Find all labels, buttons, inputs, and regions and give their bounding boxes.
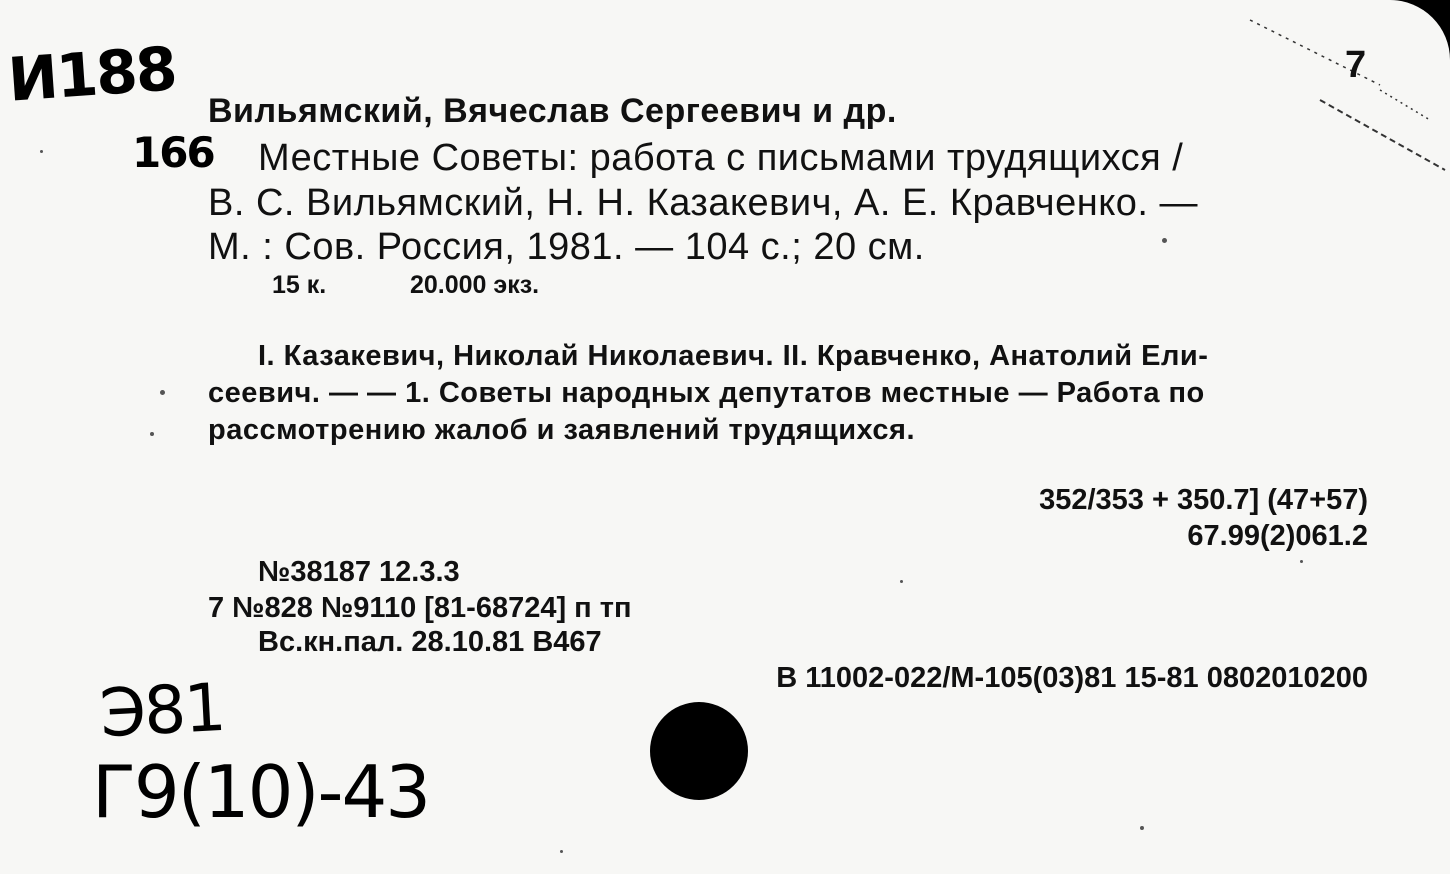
record-order: 7 №828 №9110 [81-68724] п тп bbox=[208, 592, 632, 624]
classification-bbk: 67.99(2)061.2 bbox=[1187, 520, 1368, 552]
imprint-line: М. : Сов. Россия, 1981. — 104 с.; 20 см. bbox=[208, 226, 925, 268]
print-run: 20.000 экз. bbox=[410, 271, 540, 299]
card-number: 7 bbox=[1345, 44, 1367, 86]
handwritten-call-number: И188 bbox=[5, 34, 178, 116]
handwritten-shelf-mark-2: Г9(10)-43 bbox=[92, 750, 430, 834]
classification-udc: 352/353 + 350.7] (47+57) bbox=[1039, 484, 1368, 516]
speck bbox=[160, 390, 165, 395]
publisher-code: В 11002-022/М-105(03)81 15-81 0802010200 bbox=[776, 662, 1368, 694]
speck bbox=[150, 432, 154, 436]
title-line-2: В. С. Вильямский, Н. Н. Казакевич, А. Е. Кравченко. — bbox=[208, 182, 1199, 224]
pencil-marks bbox=[1230, 0, 1450, 200]
tracing-line-2: сеевич. — — 1. Советы народных депутатов местные — Работа по bbox=[208, 377, 1205, 409]
speck bbox=[40, 150, 43, 153]
handwritten-call-suffix: 166 bbox=[132, 128, 214, 177]
book-chamber-stamp: Вс.кн.пал. 28.10.81 В467 bbox=[258, 626, 602, 658]
author-heading: Вильямский, Вячеслав Сергеевич и др. bbox=[208, 92, 897, 130]
speck bbox=[1162, 238, 1167, 243]
speck bbox=[900, 580, 903, 583]
handwritten-shelf-mark-1: Э81 bbox=[98, 668, 227, 753]
title-line-1: Местные Советы: работа с письмами трудящихся / bbox=[258, 137, 1184, 179]
speck bbox=[1140, 826, 1144, 830]
speck bbox=[560, 850, 563, 853]
price: 15 к. bbox=[272, 271, 327, 299]
speck bbox=[1300, 560, 1303, 563]
record-number: №38187 12.3.3 bbox=[258, 556, 460, 588]
card-punch-hole bbox=[650, 702, 748, 800]
tracing-line-1: I. Казакевич, Николай Николаевич. II. Кравченко, Анатолий Ели- bbox=[258, 340, 1209, 372]
tracing-line-3: рассмотрению жалоб и заявлений трудящихся. bbox=[208, 414, 916, 446]
